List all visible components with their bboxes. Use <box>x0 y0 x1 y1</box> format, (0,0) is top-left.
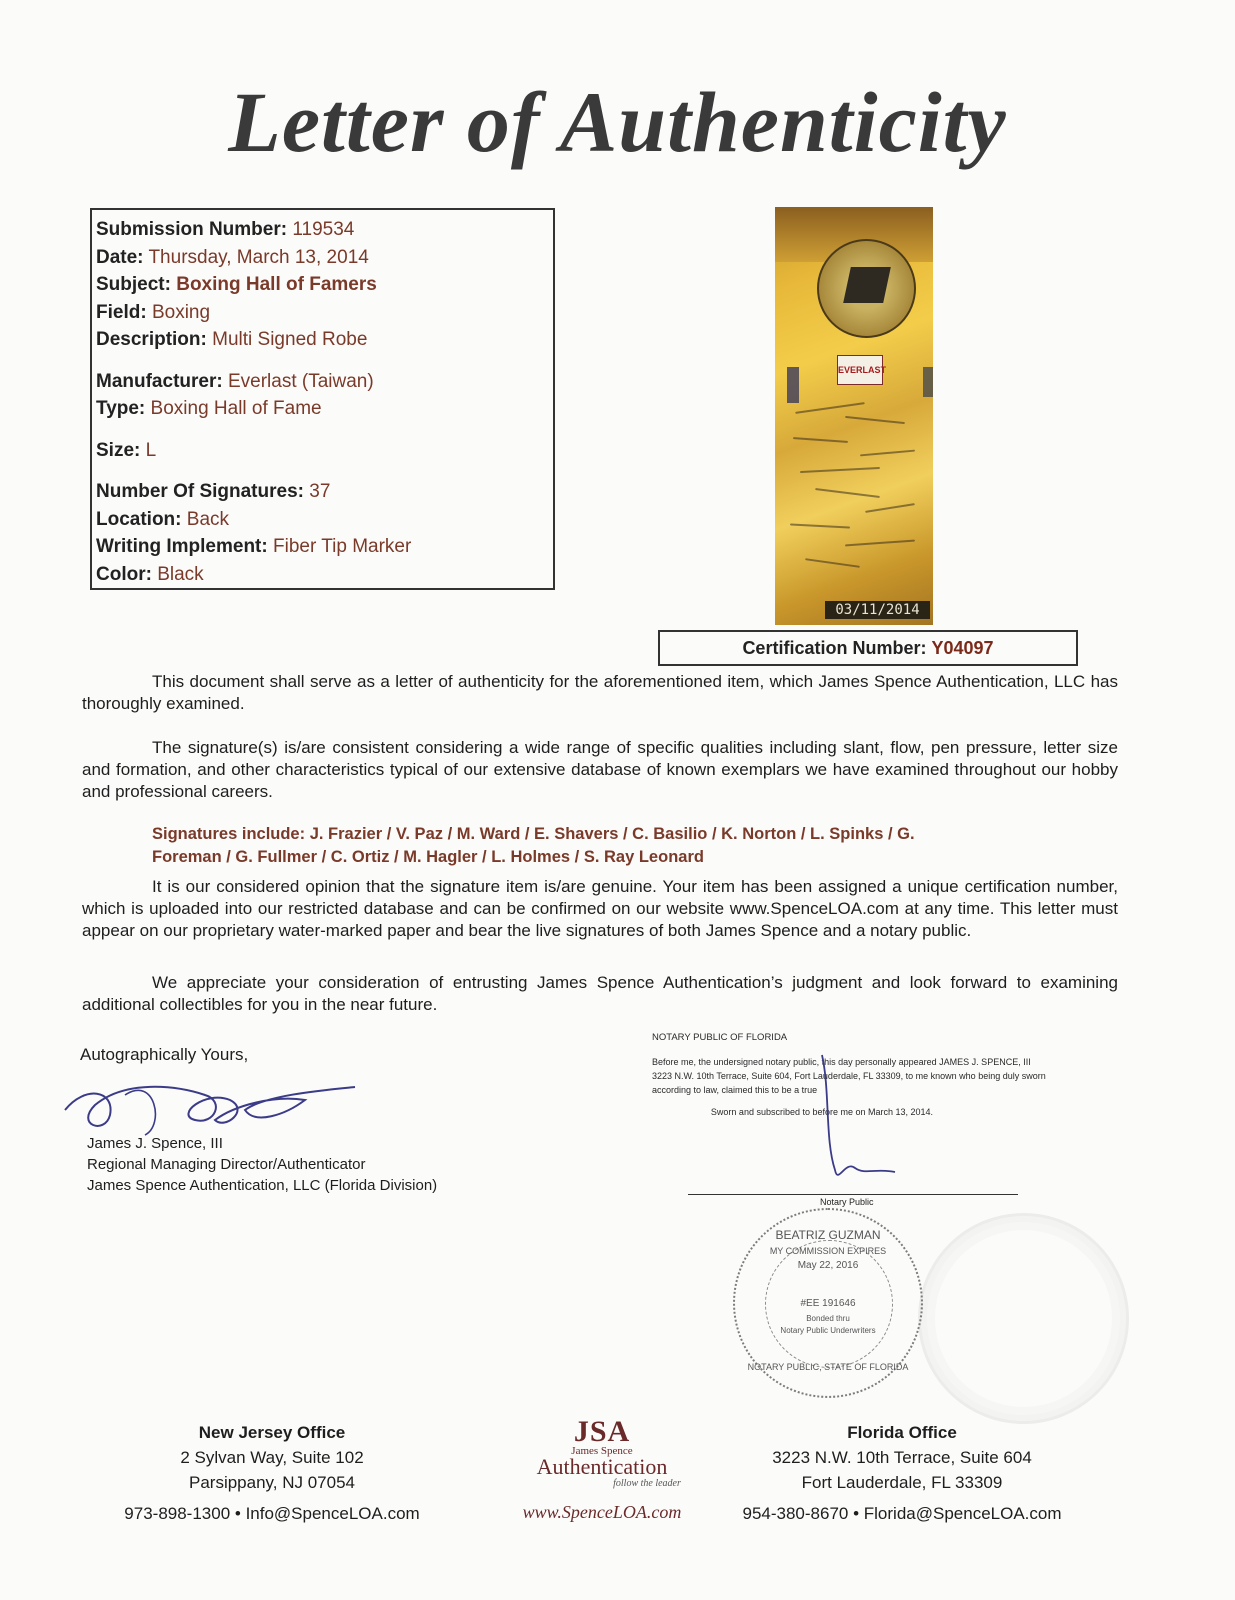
nj-office-contact: 973-898-1300 • Info@SpenceLOA.com <box>124 1504 420 1523</box>
fl-office-line1: 3223 N.W. 10th Terrace, Suite 604 <box>772 1448 1032 1467</box>
subject-value: Boxing Hall of Famers <box>176 274 377 295</box>
logo-jsa: JSA <box>573 1415 631 1448</box>
type-row <box>96 395 553 423</box>
submission-label: Submission Number: <box>96 219 288 240</box>
seal-underwriters: Notary Public Underwriters <box>780 1326 876 1335</box>
description-row <box>96 326 553 354</box>
certification-box <box>658 630 1078 666</box>
implement-label: Writing Implement: <box>96 536 268 557</box>
embossed-notary-seal <box>918 1213 1129 1424</box>
photo-datestamp: 03/11/2014 <box>825 601 930 619</box>
signature-count-row <box>96 478 553 506</box>
size-value: L <box>145 439 157 461</box>
subject-row <box>96 271 553 299</box>
field-value: Boxing <box>151 301 211 323</box>
color-row <box>96 561 553 589</box>
seal-commission: MY COMMISSION EXPIRES <box>769 1246 887 1256</box>
field-label: Field: <box>96 301 147 323</box>
signature-count-value: 37 <box>309 481 331 502</box>
page-title: Letter of Authenticity <box>228 74 1007 170</box>
date-label: Date: <box>96 246 144 268</box>
notary-body: Before me, the undersigned notary public, this day personally appeared JAMES J. SPENCE, III 3223 N.W. 10th Terrace, Suite 604, Fort Lauderdale, FL 33309, to me known who being duly sworn according to law, claimed this to be a true <box>652 1057 1046 1095</box>
location-row <box>96 506 553 534</box>
paragraph-appreciation: We appreciate your consideration of entrusting James Spence Authentication’s judgment and look forward to examining additional collectibles for you in the near future. <box>82 973 1118 1014</box>
hall-of-fame-emblem-icon <box>817 239 916 338</box>
fl-office-contact: 954-380-8670 • Florida@SpenceLOA.com <box>742 1504 1062 1523</box>
implement-value: Fiber Tip Marker <box>273 536 412 557</box>
seal-state: NOTARY PUBLIC, STATE OF FLORIDA <box>747 1362 909 1372</box>
seal-name: BEATRIZ GUZMAN <box>775 1228 881 1242</box>
item-info-box <box>90 208 555 590</box>
jsa-logo <box>497 1415 707 1523</box>
nj-office-line1: 2 Sylvan Way, Suite 102 <box>180 1448 364 1467</box>
signatures-list: Signatures include: J. Frazier / V. Paz / M. Ward / E. Shavers / C. Basilio / K. Norton / L. Spinks / G. Foreman / G. Fullmer / C. Ortiz / M. Hagler / L. Holmes / S. Ray Leonard <box>152 825 915 866</box>
seal-number: #EE 191646 <box>800 1298 856 1309</box>
signature-count-label: Number Of Signatures: <box>96 481 304 502</box>
manufacturer-row <box>96 368 553 396</box>
notary-signature-line <box>688 1194 1018 1195</box>
signer-name: James J. Spence, III <box>87 1135 223 1152</box>
logo-authentication: Authentication <box>536 1454 668 1479</box>
seal-expires: May 22, 2016 <box>797 1260 859 1271</box>
fl-office-line2: Fort Lauderdale, FL 33309 <box>801 1473 1003 1492</box>
date-row <box>96 244 553 272</box>
nj-office-line2: Parsippany, NJ 07054 <box>188 1473 355 1492</box>
certification-label: Certification Number: <box>742 638 927 658</box>
size-row <box>96 437 553 465</box>
paragraph-consistency: The signature(s) is/are consistent considering a wide range of specific qualities including slant, flow, pen pressure, letter size and formation, and other characteristics typical of our extensive database of known exemplars we have examined throughout our hobby and professional careers. <box>82 738 1118 801</box>
everlast-label: EVERLAST <box>837 355 883 385</box>
paragraph-opinion: It is our considered opinion that the signature item is/are genuine. Your item has been assigned a unique certification number, which is uploaded into our restricted database and can be confirmed on our website www.SpenceLOA.com at any time. This letter must appear on our proprietary water-marked paper and bear the live signatures of both James Spence and a notary public. <box>82 877 1118 940</box>
description-value: Multi Signed Robe <box>212 329 368 350</box>
certification-number: Y04097 <box>931 638 994 658</box>
date-value: Thursday, March 13, 2014 <box>148 246 369 268</box>
logo-url: www.SpenceLOA.com <box>522 1502 682 1522</box>
item-photo <box>775 207 933 625</box>
new-jersey-office <box>107 1420 437 1526</box>
notary-heading: NOTARY PUBLIC OF FLORIDA <box>652 1032 788 1043</box>
size-label: Size: <box>96 439 141 461</box>
field-row <box>96 299 553 327</box>
location-value: Back <box>186 508 230 530</box>
signer-block <box>87 1133 437 1196</box>
color-value: Black <box>157 563 204 585</box>
type-value: Boxing Hall of Fame <box>150 398 322 419</box>
type-label: Type: <box>96 398 146 419</box>
paragraph-intro: This document shall serve as a letter of authenticity for the aforementioned item, which James Spence Authentication, LLC has thoroughly examined. <box>82 672 1118 713</box>
notary-line-label: Notary Public <box>820 1197 874 1207</box>
description-label: Description: <box>96 329 207 350</box>
logo-james-spence: James Spence <box>571 1445 633 1457</box>
implement-row <box>96 533 553 561</box>
nj-office-heading: New Jersey Office <box>198 1423 346 1442</box>
florida-office <box>737 1420 1067 1526</box>
manufacturer-label: Manufacturer: <box>96 370 223 392</box>
manufacturer-value: Everlast (Taiwan) <box>227 370 374 392</box>
location-label: Location: <box>96 508 182 530</box>
signer-company: James Spence Authentication, LLC (Florida Division) <box>87 1177 438 1194</box>
closing-salutation: Autographically Yours, <box>80 1045 249 1064</box>
notary-sworn: Sworn and subscribed to before me on March 13, 2014. <box>710 1107 934 1117</box>
notary-stamp <box>733 1208 923 1398</box>
seal-bonded: Bonded thru <box>806 1314 850 1323</box>
submission-row <box>96 216 553 244</box>
logo-tagline: follow the leader <box>613 1478 681 1489</box>
signer-role: Regional Managing Director/Authenticator <box>87 1156 366 1173</box>
notary-signature <box>800 1050 920 1200</box>
subject-label: Subject: <box>96 274 171 295</box>
color-label: Color: <box>96 563 152 585</box>
submission-value: 119534 <box>292 219 355 240</box>
fl-office-heading: Florida Office <box>847 1423 957 1442</box>
